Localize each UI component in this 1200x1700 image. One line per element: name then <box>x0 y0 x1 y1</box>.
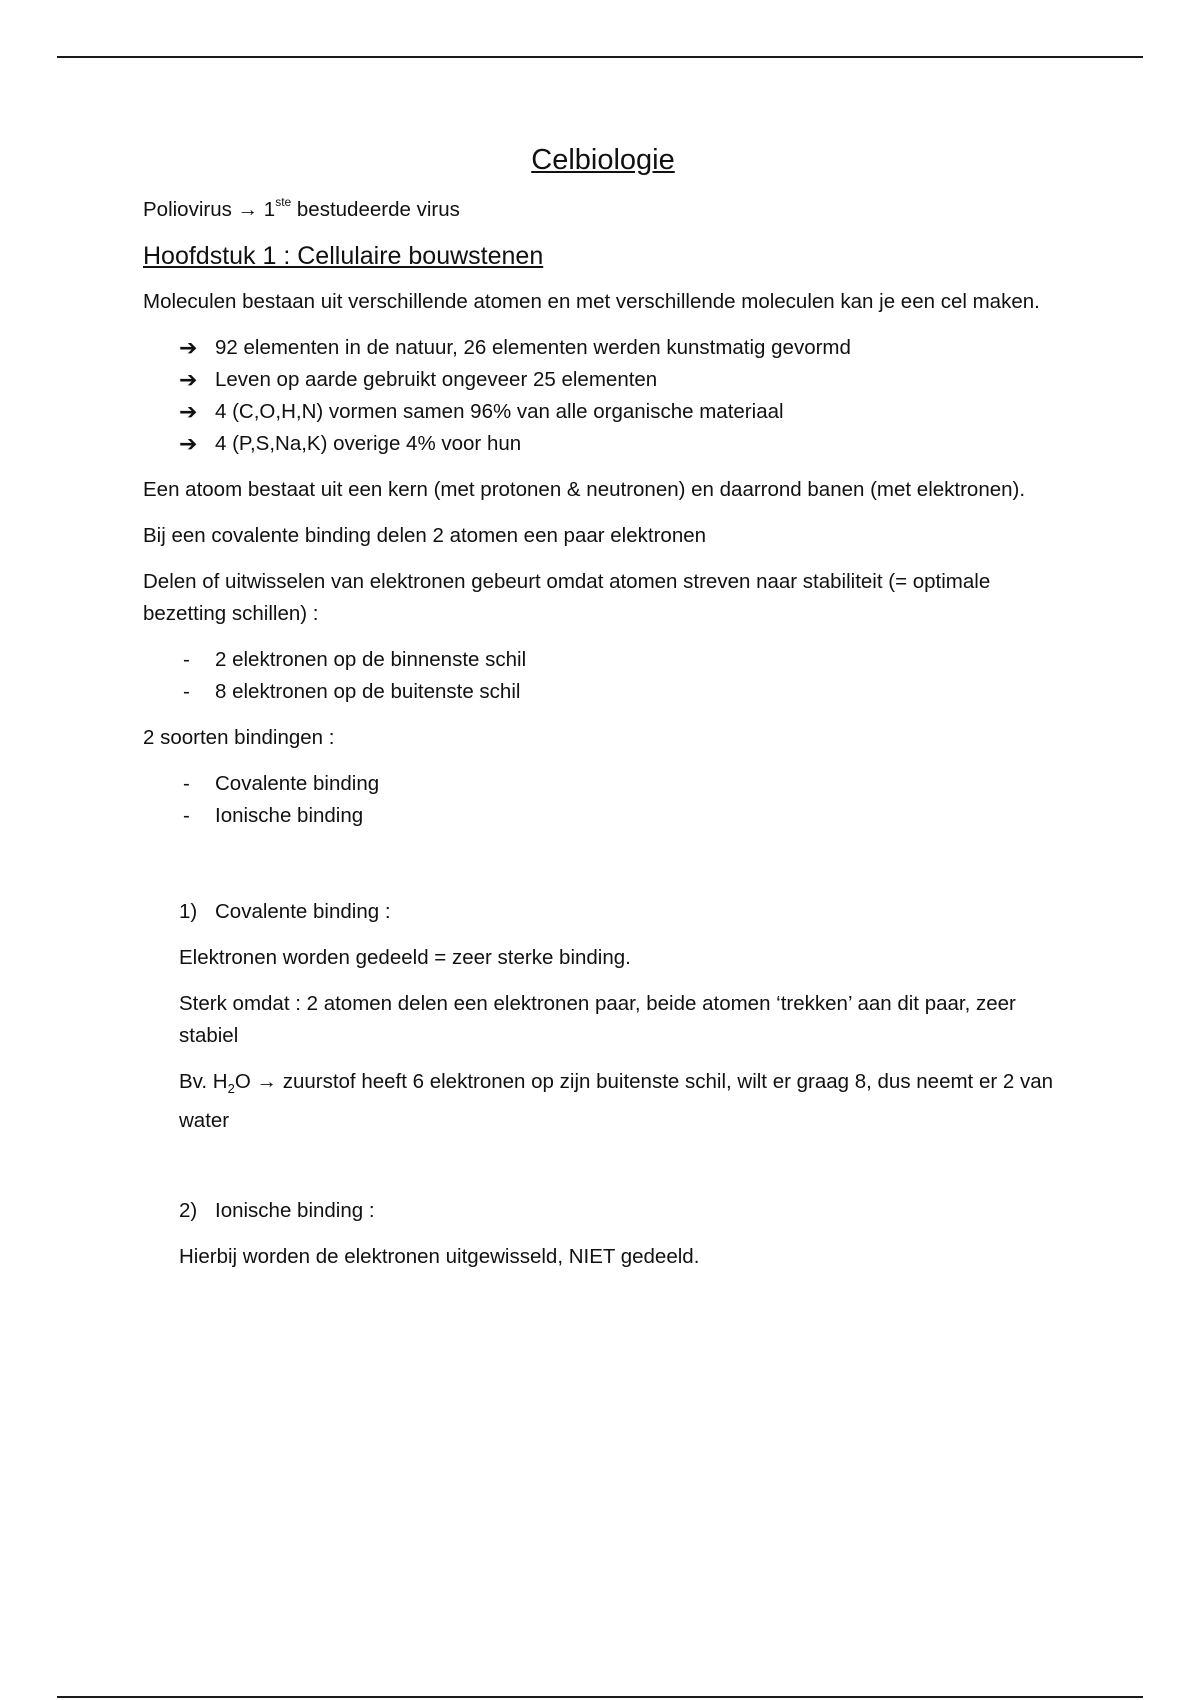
list-item <box>179 364 1063 396</box>
example-mid: O <box>234 1070 251 1093</box>
shell-list <box>143 644 1063 708</box>
document-page <box>143 140 1063 1287</box>
arrow-bullet-icon: ➔ <box>179 335 198 360</box>
section-heading-covalent <box>179 896 1063 928</box>
intro-line <box>143 194 1063 226</box>
elements-list <box>143 332 1063 460</box>
list-item-text: Leven op aarde gebruikt ongeveer 25 elementen <box>215 368 658 391</box>
paragraph-covalent: Bij een covalente binding delen 2 atomen een paar elektronen <box>143 524 707 547</box>
arrow-bullet-icon: ➔ <box>179 399 198 424</box>
paragraph-stability: Delen of uitwisselen van elektronen gebeurt omdat atomen streven naar stabiliteit (= optimale bezetting schillen) : <box>143 570 991 625</box>
paragraph-atom: Een atoom bestaat uit een kern (met protonen & neutronen) en daarrond banen (met elektronen). <box>143 478 1026 501</box>
example-subscript: 2 <box>227 1081 235 1097</box>
dash-bullet: - <box>183 680 190 703</box>
example-prefix: Bv. H <box>179 1070 228 1093</box>
intro-suffix: bestudeerde virus <box>296 198 460 221</box>
chapter-title: Hoofdstuk 1 : Cellulaire bouwstenen <box>143 242 544 270</box>
arrow-bullet-icon: ➔ <box>179 367 198 392</box>
list-item-text: 8 elektronen op de buitenste schil <box>215 680 521 703</box>
list-item <box>179 644 1063 676</box>
list-item <box>179 768 1063 800</box>
list-item <box>179 676 1063 708</box>
list-item-text: 4 (C,O,H,N) vormen samen 96% van alle organische materiaal <box>215 400 784 423</box>
list-item <box>179 332 1063 364</box>
top-rule <box>57 56 1143 58</box>
list-item-text: 2 elektronen op de binnenste schil <box>215 648 527 671</box>
section-number: 1) <box>179 900 198 923</box>
intro-number: 1 <box>263 198 276 221</box>
covalent-paragraph-3 <box>179 1066 1063 1137</box>
bottom-rule <box>57 1696 1143 1698</box>
list-item <box>179 396 1063 428</box>
paragraph-bond-types: 2 soorten bindingen : <box>143 726 335 749</box>
list-item <box>179 428 1063 460</box>
arrow-bullet-icon: ➔ <box>179 431 198 456</box>
example-arrow: → <box>256 1070 277 1093</box>
list-item-text: Covalente binding <box>215 772 380 795</box>
intro-prefix: Poliovirus <box>143 198 232 221</box>
dash-bullet: - <box>183 772 190 795</box>
section-heading-text: Ionische binding : <box>215 1199 375 1223</box>
section-ionic <box>143 1195 1063 1273</box>
list-item <box>179 800 1063 832</box>
intro-arrow: → <box>237 198 259 221</box>
section-heading-ionic <box>179 1195 1063 1227</box>
ionic-paragraph-1: Hierbij worden de elektronen uitgewisseld, NIET gedeeld. <box>179 1245 700 1269</box>
section-number: 2) <box>179 1199 198 1223</box>
covalent-paragraph-1: Elektronen worden gedeeld = zeer sterke binding. <box>179 946 631 969</box>
example-suffix: zuurstof heeft 6 elektronen op zijn buitenste schil, wilt er graag 8, dus neemt er 2 van water <box>179 1070 1054 1133</box>
list-item-text: Ionische binding <box>215 804 364 827</box>
section-covalent <box>143 896 1063 1137</box>
paragraph-molecules: Moleculen bestaan uit verschillende atomen en met verschillende moleculen kan je een cel maken. <box>143 290 1040 313</box>
page-title: Celbiologie <box>531 144 675 176</box>
dash-bullet: - <box>183 804 190 827</box>
list-item-text: 92 elementen in de natuur, 26 elementen werden kunstmatig gevormd <box>215 336 851 359</box>
intro-superscript: ste <box>275 195 292 210</box>
bond-types-list <box>143 768 1063 832</box>
covalent-paragraph-2: Sterk omdat : 2 atomen delen een elektronen paar, beide atomen ‘trekken’ aan dit paar, zeer stabiel <box>179 992 1016 1047</box>
dash-bullet: - <box>183 648 190 671</box>
section-heading-text: Covalente binding : <box>215 900 391 923</box>
list-item-text: 4 (P,S,Na,K) overige 4% voor hun <box>215 432 522 455</box>
